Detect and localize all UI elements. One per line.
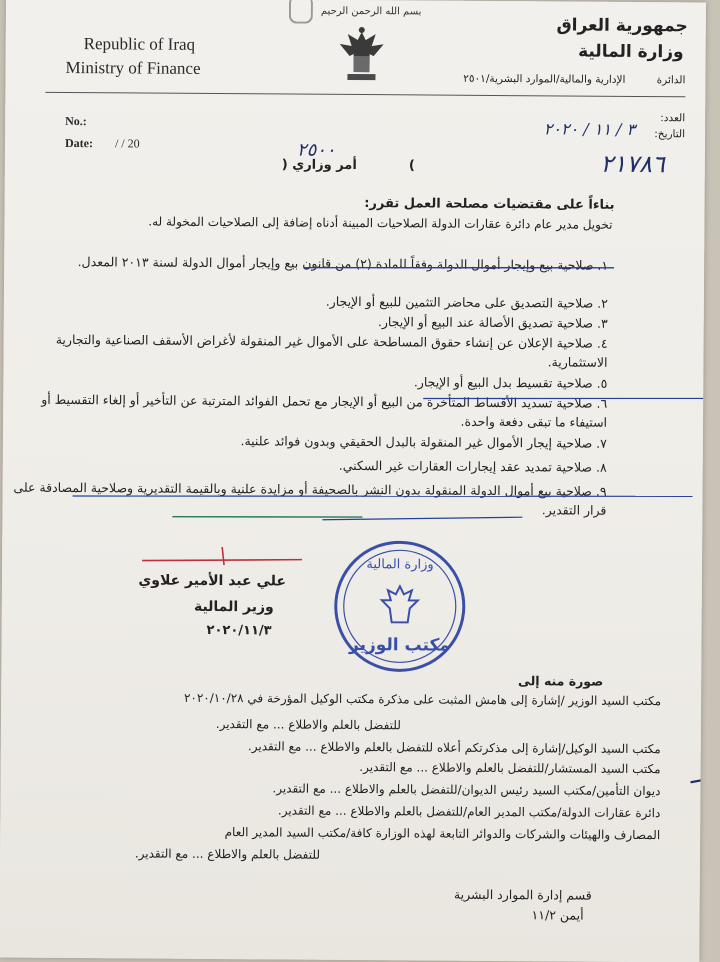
order-close: ) xyxy=(408,158,415,174)
date-value: / / 20 xyxy=(114,136,140,151)
authority-item-2: ٢. صلاحية التصديق على محاضر التثمين للبيع أو الإيجار. xyxy=(325,293,608,311)
authority-item-7: ٧. صلاحية إيجار الأموال غير المنقولة بالبدل الحقيقي وبدون فوائد علنية. xyxy=(240,433,607,451)
handwritten-date: ٣ / ١١ / ٢٠٢٠ xyxy=(543,119,636,139)
ministry-stamp xyxy=(331,538,468,675)
no-label: No.: xyxy=(65,113,87,129)
footer-department: قسم إدارة الموارد البشرية xyxy=(453,886,592,903)
ar-no-label: العدد: xyxy=(660,112,686,125)
header-dept-value: الإدارية والمالية/الموارد البشرية/٢٥٠١ xyxy=(463,72,626,86)
copy-line-8: للتفضل بالعلم والاطلاع ... مع التقدير. xyxy=(134,846,321,862)
authority-item-8: ٨. صلاحية تمديد عقد إيجارات العقارات غير السكني. xyxy=(338,457,607,475)
order-number-handwritten: ٢٥٠٠ xyxy=(296,139,336,161)
copies-heading: صورة منه إلى xyxy=(517,673,604,689)
copy-line-7: المصارف والهيئات والشركات والدوائر التابعة لهذه الوزارة كافة/مكتب السيد المدير العام xyxy=(224,825,661,843)
header-ar-republic: جمهورية العراق xyxy=(556,15,688,37)
intro-line-1: بناءاً على مقتضيات مصلحة العمل تقرر: xyxy=(364,196,615,213)
header-dept-label: الدائرة xyxy=(656,74,686,87)
copy-line-5: ديوان التأمين/مكتب السيد رئيس الديوان/للتفضل بالعلم والاطلاع ... مع التقدير. xyxy=(272,781,661,799)
stamp-bottom-text: مكتب الوزير xyxy=(348,634,451,656)
handwritten-number: ٢١٧٨٦ xyxy=(600,149,665,179)
authority-item-3: ٣. صلاحية تصديق الأصالة عند البيع أو الإيجار. xyxy=(377,314,608,331)
order-label: أمر وزاري ( xyxy=(281,157,357,174)
minister-name: علي عبد الأمير علاوي xyxy=(138,572,286,590)
copy-line-1: مكتب السيد الوزير /إشارة إلى هامش المثبت على مذكرة مكتب الوكيل المؤرخة في ٢٠٢٠/١٠/٢٨ xyxy=(183,690,662,709)
copy-line-4: مكتب السيد المستشار/للتفضل بالعلم والاطلاع ... مع التقدير. xyxy=(359,760,661,777)
stamp-top-text: وزارة المالية xyxy=(366,557,434,573)
basmala: بسم الله الرحمن الرحيم xyxy=(320,5,422,18)
footer-initials: أيمن ١١/٢ xyxy=(531,907,584,923)
authority-item-1: ١. صلاحية بيع وإيجار أموال الدولة وفقاً للمادة (٢) من قانون بيع وإيجار أموال الدولة لسنة ٢٠١٣ المعدل. xyxy=(77,254,609,273)
authority-item-5: ٥. صلاحية تقسيط بدل البيع أو الإيجار. xyxy=(413,374,608,391)
authority-item-6: ٦. صلاحية تسديد الأقساط المتأخرة من البيع أو الإيجار مع تحمل الفوائد المترتبة عن التأخير أو إلغاء التقسيط أو استيفاء ما تبقى دفعة واحدة. xyxy=(41,391,608,430)
copy-line-2: للتفضل بالعلم والاطلاع ... مع التقدير. xyxy=(215,717,401,733)
header-ar-ministry: وزارة المالية xyxy=(578,41,684,63)
authority-item-9: ٩. صلاحية بيع أموال الدولة المنقولة بدون النشر بالصحيفة أو مزايدة علنية وبالقيمة التقديرية وصلاحية المصادقة على قرار التقدير. xyxy=(13,479,607,518)
date-label: Date: xyxy=(64,135,94,151)
header-en-republic: Republic of Iraq xyxy=(83,34,196,54)
copy-line-3: مكتب السيد الوكيل/إشارة إلى مذكرتكم أعلاه للتفضل بالعلم والاطلاع ... مع التقدير. xyxy=(247,739,661,757)
intro-line-2: تخويل مدير عام دائرة عقارات الدولة الصلاحيات المبينة أدناه إضافة إلى الصلاحيات المخولة له. xyxy=(148,214,613,232)
copy-line-6: دائرة عقارات الدولة/مكتب المدير العام/للتفضل بالعلم والاطلاع ... مع التقدير. xyxy=(277,803,661,821)
authority-item-4: ٤. صلاحية الإعلان عن إنشاء حقوق المساطحة على الأموال غير المنقولة لأغراض الأسقف الصناعية والتجارية الاستثمارية. xyxy=(55,331,608,370)
signature-date: ٢٠٢٠/١١/٣ xyxy=(206,622,272,639)
ar-date-label: التاريخ: xyxy=(654,128,686,141)
header-en-ministry: Ministry of Finance xyxy=(65,57,201,78)
minister-title: وزير المالية xyxy=(193,598,274,616)
